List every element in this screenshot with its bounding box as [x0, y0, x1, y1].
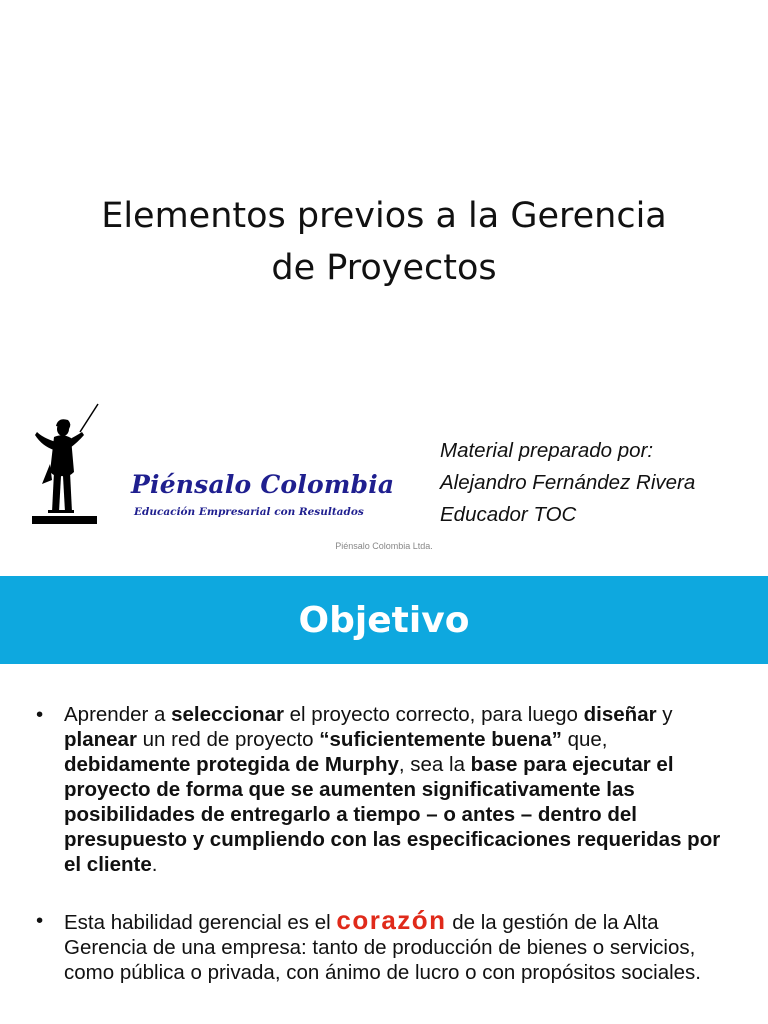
- slide-footer: Piénsalo Colombia Ltda.: [335, 541, 433, 551]
- bullet1-bold-3: planear: [64, 728, 137, 751]
- bullet-item-2: [36, 905, 736, 985]
- author-line-1: Material preparado por:: [440, 439, 654, 462]
- header-band: [0, 576, 768, 664]
- bullet2-text-2: de la gestión de la Alta Gerencia de una empresa: tanto de producción de bienes o servicios, como pública o privada, con ánimo de lucro o con propósitos sociales.: [64, 911, 701, 984]
- slide-title-line-2: de Proyectos: [271, 248, 497, 288]
- slide-title-line-1: Elementos previos a la Gerencia: [101, 196, 667, 236]
- bullet1-text-3: y: [656, 703, 673, 726]
- objective-slide: [0, 576, 768, 1024]
- conductor-silhouette-icon: [28, 402, 103, 526]
- bullet1-bold-6: base para ejecutar el proyecto de forma que se aumenten significativamente las posibilidades de entregarlo a tiempo – o antes – dentro del presupuesto y cumpliendo con las especificaciones requeridas por el cliente: [64, 753, 721, 876]
- logo-tagline: Educación Empresarial con Resultados: [134, 506, 364, 518]
- author-line-3: Educador TOC: [440, 503, 577, 526]
- author-block: [440, 435, 695, 531]
- bullet1-bold-2: diseñar: [583, 703, 657, 726]
- section-title: Objetivo: [298, 599, 470, 641]
- bullet1-bold-5: debidamente protegida de Murphy: [64, 753, 399, 776]
- bullet1-text-7: .: [151, 853, 158, 876]
- bullet1-bold-1: seleccionar: [171, 703, 284, 726]
- slide-title: [40, 190, 728, 294]
- bullet1-text-5: que,: [561, 728, 608, 751]
- author-line-2: Alejandro Fernández Rivera: [440, 471, 696, 494]
- bullet1-text-4: un red de proyecto: [136, 728, 320, 751]
- bullet-list: [36, 702, 736, 985]
- bullet2-text-1: Esta habilidad gerencial es el: [64, 911, 337, 934]
- bullet-dot-icon: •: [36, 703, 44, 726]
- bullet1-text-6: , sea la: [398, 753, 471, 776]
- bullet-item-1: [36, 702, 736, 877]
- bullet-dot-icon: •: [36, 909, 44, 932]
- logo-name: Piénsalo Colombia: [131, 470, 395, 499]
- bullet1-text-2: el proyecto correcto, para luego: [283, 703, 584, 726]
- bullet1-bold-4: “suficientemente buena”: [319, 728, 562, 751]
- bullet1-text-1: Aprender a: [64, 703, 172, 726]
- bullet2-highlight: corazón: [336, 905, 447, 935]
